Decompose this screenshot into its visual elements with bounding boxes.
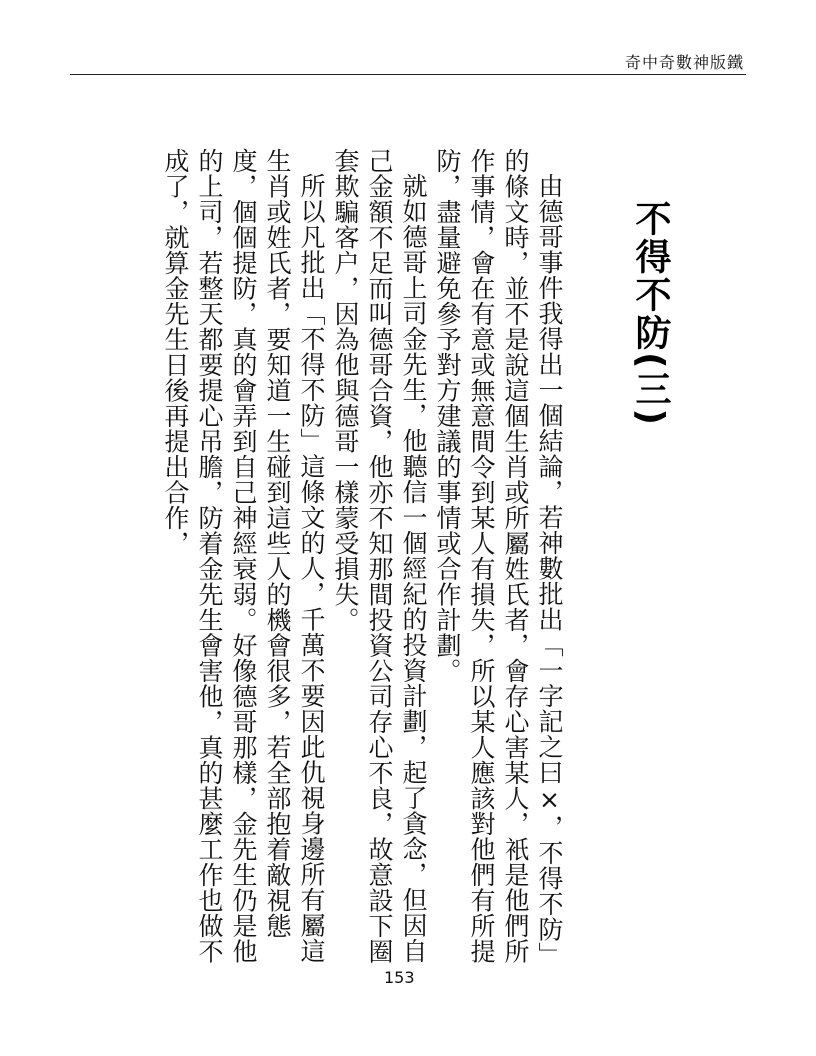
page-number: 153 xyxy=(384,968,415,987)
paragraph: 由德哥事件我得出一個結論，若神數批出「一字記之曰×，不得不防」的條文時，並不是說這個生肖或所屬姓氏者，會存心害某人，衹是他們所作事情，會在有意或無意間令到某人有損失，所以某人應該對他們有所提防，盡量避免參予對方建議的事情或合作計劃。 xyxy=(433,148,564,968)
paragraph: 所以凡批出「不得不防」這條文的人，千萬不要因此仇視身邊所有屬這生肖或姓氏者，要知道一生碰到這些人的機會很多，若全部抱着敵視態度，個個提防，真的會弄到自己神經衰弱。好像德哥那樣，金先生仍是他的上司，若整天都要提心吊膽，防着金先生會害他，真的甚麼工作也做不成了，就算金先生日後再提出合作， xyxy=(161,148,326,964)
body-text xyxy=(161,148,566,978)
header-divider xyxy=(70,74,746,75)
running-header-title: 奇中奇數神版鐵 xyxy=(624,53,744,72)
chapter-title: 不得不防(三) xyxy=(630,200,671,427)
paragraph: 就如德哥上司金先生，他聽信一個經紀的投資計劃，起了貪念，但因自己金額不足而叫德哥合資，他亦不知那間投資公司存心不良，故意設下圈套欺騙客户，因為他與德哥一樣蒙受損失。 xyxy=(331,148,428,964)
